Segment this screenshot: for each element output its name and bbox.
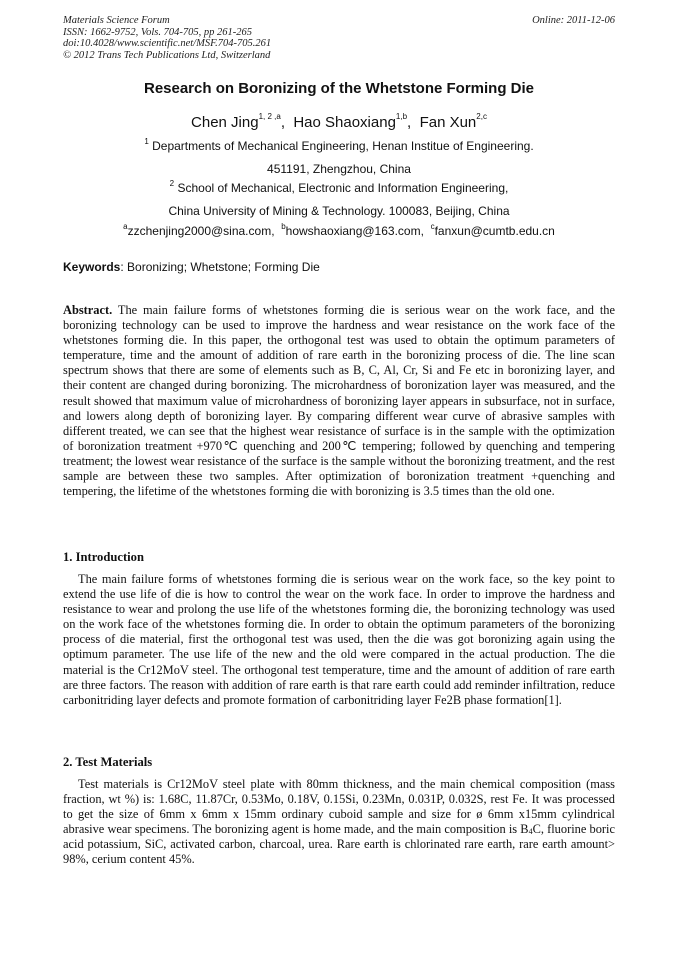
journal-issn: ISSN: 1662-9752, Vols. 704-705, pp 261-265 xyxy=(63,26,252,38)
keywords-text: : Boronizing; Whetstone; Forming Die xyxy=(120,260,320,274)
abstract xyxy=(63,303,615,499)
keywords xyxy=(63,260,320,274)
affiliation-2-line-2: China University of Mining & Technology. 100083, Beijing, China xyxy=(168,204,510,218)
journal-name: Materials Science Forum xyxy=(63,15,170,26)
author-list: Chen Jing$^{1, 2 ,a}$, Hao Shaoxiang$^{1,b}$, Fan Xun$^{2,c}$ xyxy=(191,112,487,131)
test-materials-paragraph: Test materials is Cr12MoV steel plate with 80mm thickness, and the main chemical composition (mass fraction, wt %) is: 1.68C, 11.87Cr, 0.53Mo, 0.18V, 0.15Si, 0.23Mn, 0.031P, 0.032S, rest Fe. It was processed to get the size of 6mm x 6mm x 15mm ordinary cuboid sample and size for ø 6mm x15mm cylindrical abrasive wear specimens. The boronizing agent is home made, and the main composition is $B_4C$, fluorine boric acid potassium, SiC, activated carbon, charcoal, urea. Rare earth is chlorinated rare earth, rare earth amount> 98%, cerium content 45%. xyxy=(63,777,615,867)
section-heading-test-materials: 2. Test Materials xyxy=(63,755,153,769)
author-name: Hao Shaoxiang xyxy=(293,114,396,131)
affiliation-superscript: 1 xyxy=(144,137,149,146)
journal-copyright: © 2012 Trans Tech Publications Ltd, Switzerland xyxy=(63,49,271,61)
abstract-text: The main failure forms of whetstones forming die is serious wear on the work face, and the boronizing technology can be used to improve the hardness and wear resistance on the work face of the whetstones forming die. In this paper, the orthogonal test was used to obtain the optimum parameters of temperature, time and the amount of addition of rare earth in the boronizing process of die. The line scan spectrum shows that there are some of elements such as B, C, Al, Cr, Si and Fe etc in boronizing layer, and their content are changed during boronizing. The microhardness of boronization layer was measured, and the result showed that maximum value of microhardness of boronizing layer appears in subsurface, not in surface, and lowers along depth of boronizing layer. By comparing different wear curve of abrasive samples with different treated, we can see that the highest wear resistance of surface is in the sample with the optimization of boronization treatment +970℃ quenching and 200℃ tempering; followed by quenching and tempering treatment; the lowest wear resistance of the surface is the sample without the boronizing treatment, and the rest sample are between these two samples. After optimization of boronization treatment +quenching and tempering, the lifetime of the whetstones forming die with boronizing is 3.5 times than the old one. xyxy=(63,303,615,499)
introduction-paragraph: The main failure forms of whetstones forming die is serious wear on the work face, so the key point to extend the use life of die is how to control the wear on the work face. In order to improve the hardness and resistance to wear and prolong the use life of the whetstones forming die, the boronizing technology was used on the work face of the whetstones forming die. In order to obtain the optimum parameters of the boronizing process of die material, first the orthogonal test was used, then the die was got boronizing again using the optimum parameter. The use life of the new and the old were compared in the actual production. The die material is the Cr12MoV steel. The orthogonal test temperature, time and the amount of addition of rare earth are three factors. The reason with addition of rare earth is that rare earth could add reminder infiltration, reduce carbonitriding layer defects and promote formation of carbonitriding layer Fe2B phase formation[1]. xyxy=(63,572,615,707)
affiliation-1-line-1: $^1$ Departments of Mechanical Engineering, Henan Institue of Engineering. xyxy=(144,137,534,153)
author-name: Fan Xun xyxy=(419,114,477,131)
section-heading-introduction: 1. Introduction xyxy=(63,550,144,564)
affiliation-1-line-2: 451191, Zhengzhou, China xyxy=(267,162,411,176)
keywords-label: Keywords xyxy=(63,260,121,274)
journal-doi: doi:10.4028/www.scientific.net/MSF.704-705.261 xyxy=(63,38,272,49)
affiliation-2-line-1: $^2$ School of Mechanical, Electronic and Information Engineering, xyxy=(169,179,509,195)
email-address[interactable]: zzchenjing2000@sina.com, xyxy=(127,224,275,238)
email-address[interactable]: fanxun@cumtb.edu.cn xyxy=(434,224,555,238)
author-name: Chen Jing xyxy=(191,114,259,131)
paper-title: Research on Boronizing of the Whetstone Forming Die xyxy=(143,80,534,97)
author-superscript: 1,b xyxy=(395,112,408,121)
introduction-body xyxy=(63,572,615,708)
author-superscript: 2,c xyxy=(476,112,487,121)
email-list: $^a$zzchenjing2000@sina.com, $^b$howshaoxiang@163.com, $^c$fanxun@cumtb.edu.cn xyxy=(123,222,555,238)
online-date: Online: 2011-12-06 xyxy=(532,15,615,26)
affiliation-superscript: 2 xyxy=(169,179,175,188)
author-superscript: 1, 2 ,a xyxy=(258,112,281,121)
email-address[interactable]: howshaoxiang@163.com, xyxy=(285,224,424,238)
journal-header xyxy=(63,15,271,61)
test-materials-body xyxy=(63,777,615,868)
abstract-label: Abstract. xyxy=(63,303,113,317)
